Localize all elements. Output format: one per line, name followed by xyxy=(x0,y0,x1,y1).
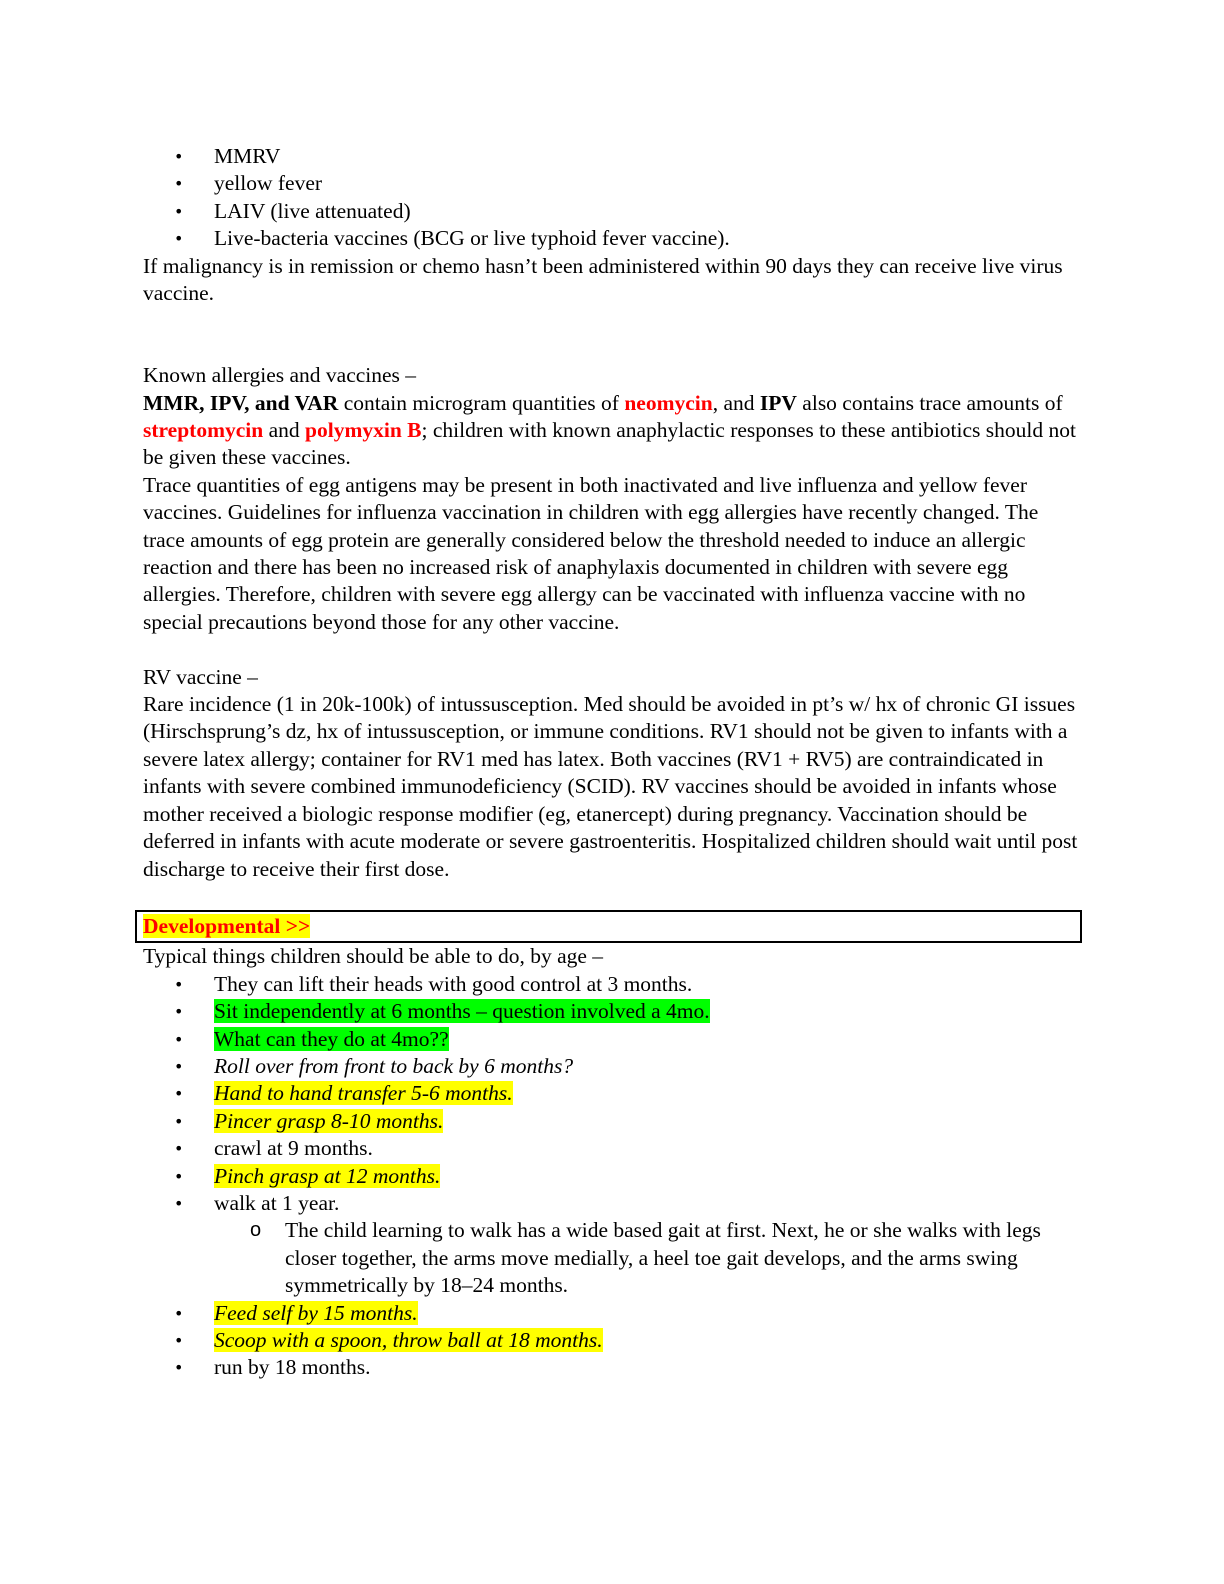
list-item xyxy=(143,1026,1078,1053)
allergies-antibiotics-paragraph: MMR, IPV, and VAR contain microgram quantities of neomycin, and IPV also contains trace amounts of streptomycin and polymyxin B; children with known anaphylactic responses to these antibiotics should not be given these vaccines. xyxy=(143,390,1076,470)
list-item xyxy=(143,1108,1078,1135)
bullet-icon: • xyxy=(174,1084,184,1104)
developmental-heading-box xyxy=(135,910,1082,943)
bullet-icon: • xyxy=(174,1056,184,1076)
spacer xyxy=(143,636,1078,663)
list-item: • yellow fever xyxy=(143,170,1078,197)
spacer xyxy=(143,883,1078,910)
highlighted-text: Scoop with a spoon, throw ball at 18 months. xyxy=(214,1328,603,1352)
egg-allergy-paragraph: Trace quantities of egg antigens may be present in both inactivated and live influenza and yellow fever vaccines. Guidelines for influenza vaccination in children with egg allergies have recently changed. The trace amounts of egg protein are generally considered below the threshold needed to induce an allergic reaction and there has been no increased risk of anaphylaxis documented in children with severe egg allergies. Therefore, children with severe egg allergy can be vaccinated with influenza vaccine with no special precautions beyond those for any other vaccine. xyxy=(143,472,1039,634)
list-item xyxy=(143,1163,1078,1190)
spacer xyxy=(143,335,1078,362)
bullet-icon: • xyxy=(174,1303,184,1323)
live-vaccines-list xyxy=(143,143,1078,253)
list-item: • MMRV xyxy=(143,143,1078,170)
highlighted-text: What can they do at 4mo?? xyxy=(214,1026,449,1051)
list-item xyxy=(143,1080,1078,1107)
bullet-icon: • xyxy=(174,1111,184,1131)
list-item: • They can lift their heads with good control at 3 months. xyxy=(143,971,1078,998)
ipv-term: IPV xyxy=(759,390,797,415)
list-item: • Live-bacteria vaccines (BCG or live typhoid fever vaccine). xyxy=(143,225,1078,252)
list-item: • Roll over from front to back by 6 months? xyxy=(143,1053,1078,1080)
neomycin-term: neomycin xyxy=(624,390,713,415)
bullet-icon: • xyxy=(174,1166,184,1186)
bullet-icon: • xyxy=(174,201,184,221)
developmental-intro: Typical things children should be able to do, by age – xyxy=(143,944,604,969)
highlighted-text: Pinch grasp at 12 months. xyxy=(214,1163,441,1188)
allergies-heading: Known allergies and vaccines – xyxy=(143,363,417,388)
bullet-icon: • xyxy=(174,174,184,194)
bullet-icon: • xyxy=(174,1002,184,1022)
polymyxin-term: polymyxin B xyxy=(305,418,422,443)
list-item xyxy=(143,998,1078,1025)
bullet-icon: • xyxy=(174,1358,184,1378)
developmental-heading: Developmental >> xyxy=(143,914,311,939)
highlighted-text: Pincer grasp 8-10 months. xyxy=(214,1108,444,1133)
highlighted-text: Sit independently at 6 months – question involved a 4mo. xyxy=(214,999,710,1024)
list-item: • walk at 1 year. xyxy=(143,1190,1078,1217)
sub-list-item: o The child learning to walk has a wide based gait at first. Next, he or she walks with legs closer together, the arms move medially, a heel toe gait develops, and the arms swing symmetrically by 18–24 months. xyxy=(250,1218,1041,1298)
circle-bullet-icon: o xyxy=(250,1219,262,1242)
bullet-icon: • xyxy=(174,1139,184,1159)
bullet-icon: • xyxy=(174,1193,184,1213)
bullet-icon: • xyxy=(174,1331,184,1350)
spacer xyxy=(143,307,1078,334)
list-item: • LAIV (live attenuated) xyxy=(143,198,1078,225)
rv-heading: RV vaccine – xyxy=(143,664,258,689)
bullet-icon: • xyxy=(174,974,184,994)
list-item xyxy=(143,1327,1078,1354)
document-page xyxy=(143,143,1078,1382)
streptomycin-term: streptomycin xyxy=(143,418,264,443)
bullet-icon: • xyxy=(174,229,184,249)
rv-paragraph: Rare incidence (1 in 20k-100k) of intussusception. Med should be avoided in pt’s w/ hx of chronic GI issues (Hirschsprung’s dz, hx of intussusception, or immune conditions. RV1 should not be given to infants with a severe latex allergy; container for RV1 med has latex. Both vaccines (RV1 + RV5) are contraindicated in infants with severe combined immunodeficiency (SCID). RV vaccines should be avoided in infants whose mother received a biologic response modifier (eg, etanercept) during pregnancy. Vaccination should be deferred in infants with acute moderate or severe gastroenteritis. Hospitalized children should wait until post discharge to receive their first dose. xyxy=(143,692,1078,881)
list-item xyxy=(143,1300,1078,1327)
developmental-milestones-list xyxy=(143,971,1078,1382)
list-item: • crawl at 9 months. xyxy=(143,1135,1078,1162)
bullet-icon: • xyxy=(174,1029,184,1049)
bullet-icon: • xyxy=(174,147,184,166)
highlighted-text: Feed self by 15 months. xyxy=(214,1300,418,1325)
list-item: • run by 18 months. xyxy=(143,1354,1078,1381)
highlighted-text: Hand to hand transfer 5-6 months. xyxy=(214,1081,513,1106)
vaccine-names: MMR, IPV, and VAR xyxy=(143,390,339,415)
remission-note: If malignancy is in remission or chemo hasn’t been administered within 90 days they can receive live virus vaccine. xyxy=(143,253,1063,306)
